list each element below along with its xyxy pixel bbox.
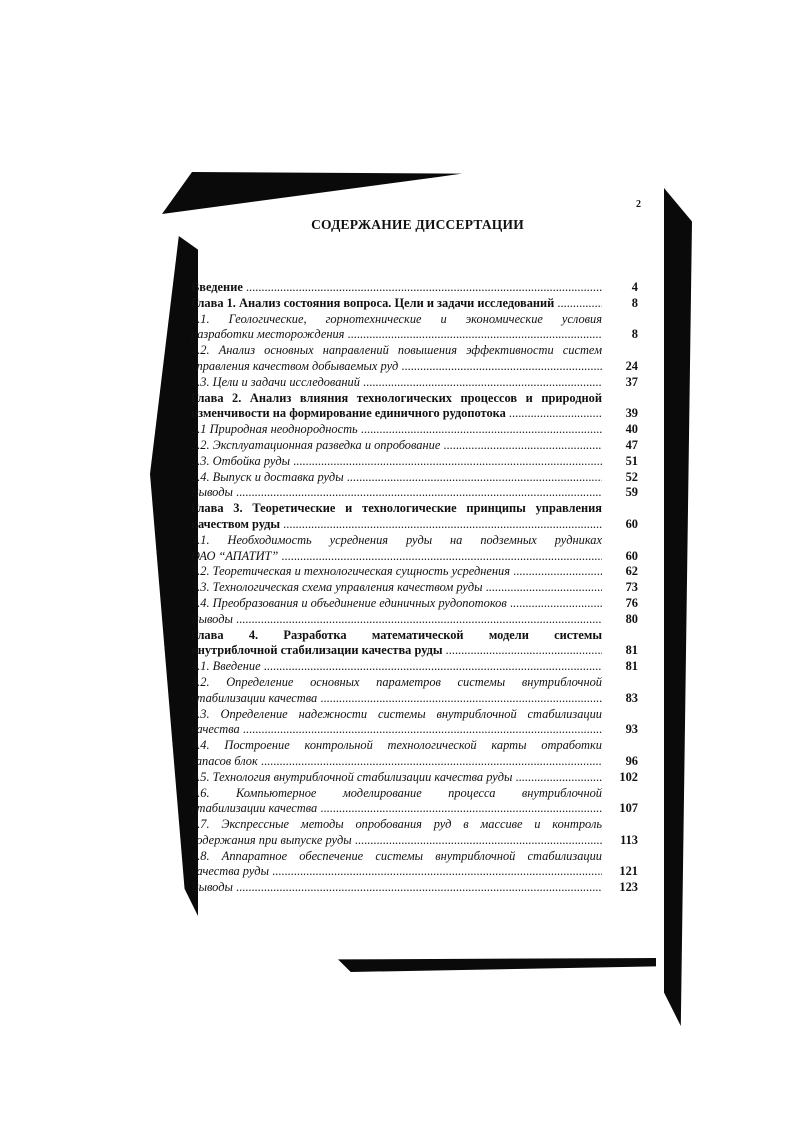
toc-entry [191,485,638,501]
toc-entry-title: качеством руды ..... [191,517,602,533]
toc-entry-title: Выводы ..... [191,612,602,628]
toc-page-number: 102 [619,769,638,784]
toc-entry-title-line: 1.2. Анализ основных направлений повышения эффективности систем [191,343,602,358]
toc-entry-title: 2.1 Природная неоднородность ..... [191,422,602,438]
toc-entry-title: Выводы ..... [191,485,602,501]
toc-entry-title-line: 4.8. Аппаратное обеспечение системы внутриблочной стабилизации [191,848,602,863]
toc-page-number: 81 [625,643,638,658]
toc-entry [191,422,638,438]
scan-shadow-right [664,188,692,1026]
toc-entry [191,280,638,296]
toc-entry [191,880,638,896]
toc-page-number: 62 [625,564,638,579]
toc-page-number: 81 [625,659,638,674]
toc-entry [191,770,638,786]
scan-shadow-bottom [338,958,656,972]
toc-entry-title: изменчивости на формирование единичного рудопотока ..... [191,406,602,422]
table-of-contents [191,280,638,896]
toc-entry-title-line: 4.7. Экспрессные методы опробования руд в массиве и контроль [191,817,602,832]
toc-page-number: 96 [625,753,638,768]
toc-entry-title: 2.4. Выпуск и доставка руды ..... [191,470,602,486]
toc-entry-title: качества ..... [191,722,602,738]
toc-page-number: 73 [625,580,638,595]
toc-entry [191,849,638,881]
toc-entry [191,817,638,849]
toc-entry-title-line: Глава 4. Разработка математической модели системы [191,627,602,642]
toc-entry-title-line: 4.2. Определение основных параметров системы внутриблочной [191,674,602,689]
toc-entry-title-line: 4.3. Определение надежности системы внутриблочной стабилизации [191,706,602,721]
toc-page-number: 52 [625,469,638,484]
toc-entry [191,675,638,707]
toc-page-number: 4 [631,280,638,294]
toc-entry [191,738,638,770]
toc-entry [191,470,638,486]
toc-entry-title: 2.3. Отбойка руды ..... [191,454,602,470]
toc-entry-title: управления качеством добываемых руд ..... [191,359,602,375]
toc-entry-title-line: 4.4. Построение контрольной технологической карты отработки [191,738,602,753]
toc-entry-title: ОАО “АПАТИТ” ..... [191,549,602,565]
toc-page-number: 51 [625,453,638,468]
toc-page-number: 121 [619,864,638,879]
toc-entry-title: разработки месторождения ..... [191,327,602,343]
toc-entry-title-line: Глава 3. Теоретические и технологические принципы управления [191,501,602,516]
toc-entry [191,438,638,454]
toc-entry [191,375,638,391]
toc-entry-title: Выводы ..... [191,880,602,896]
toc-page-number: 24 [625,358,638,373]
toc-page-number: 39 [625,406,638,421]
scan-shadow-top [162,172,462,214]
page-number: 2 [636,199,641,210]
toc-entry [191,596,638,612]
toc-page-number: 8 [631,327,638,342]
toc-page-number: 113 [620,832,638,847]
toc-entry [191,707,638,739]
toc-entry [191,580,638,596]
toc-entry-title: 3.2. Теоретическая и технологическая сущность усреднения ..... [191,564,602,580]
toc-entry [191,501,638,533]
toc-entry [191,296,638,312]
document-title: СОДЕРЖАНИЕ ДИССЕРТАЦИИ [311,217,524,232]
toc-page-number: 37 [625,374,638,389]
toc-entry-title: 2.2. Эксплуатационная разведка и опробование ..... [191,438,602,454]
toc-entry [191,343,638,375]
toc-page-number: 80 [625,611,638,626]
toc-entry-title-line: 3.1. Необходимость усреднения руды на подземных рудниках [191,532,602,547]
toc-entry-title: 3.3. Технологическая схема управления качеством руды ..... [191,580,602,596]
toc-page-number: 76 [625,595,638,610]
toc-entry [191,786,638,818]
toc-page-number: 60 [625,516,638,531]
toc-entry-title: 3.4. Преобразования и объединение единичных рудопотоков ..... [191,596,602,612]
toc-entry [191,454,638,470]
toc-entry-title-line: Глава 2. Анализ влияния технологических процессов и природной [191,390,602,405]
toc-page-number: 93 [625,722,638,737]
toc-entry-title: внутриблочной стабилизации качества руды ..... [191,643,602,659]
toc-entry-title: качества руды ..... [191,864,602,880]
toc-entry-title: запасов блок ..... [191,754,602,770]
toc-entry-title-line: 1.1. Геологические, горнотехнические и экономические условия [191,311,602,326]
toc-page-number: 107 [619,801,638,816]
toc-entry [191,533,638,565]
toc-page-number: 59 [625,485,638,500]
toc-entry [191,564,638,580]
toc-page-number: 83 [625,690,638,705]
toc-entry-title: стабилизации качества ..... [191,801,602,817]
toc-entry-title: Введение ..... [191,280,602,296]
toc-page-number: 40 [625,422,638,437]
toc-page-number: 123 [619,880,638,895]
toc-entry-title: стабилизации качества ..... [191,691,602,707]
toc-entry-title: 4.1. Введение ..... [191,659,602,675]
toc-page-number: 47 [625,437,638,452]
toc-page-number: 8 [631,295,638,310]
toc-page-number: 60 [625,548,638,563]
toc-entry [191,391,638,423]
toc-entry-title: 4.5. Технология внутриблочной стабилизации качества руды ..... [191,770,602,786]
toc-entry [191,312,638,344]
toc-entry [191,612,638,628]
toc-entry-title: содержания при выпуске руды ..... [191,833,602,849]
toc-entry-title: Глава 1. Анализ состояния вопроса. Цели и задачи исследований ..... [191,296,602,312]
toc-entry-title-line: 4.6. Компьютерное моделирование процесса внутриблочной [191,785,602,800]
toc-entry [191,659,638,675]
toc-entry [191,628,638,660]
toc-entry-title: 1.3. Цели и задачи исследований ..... [191,375,602,391]
